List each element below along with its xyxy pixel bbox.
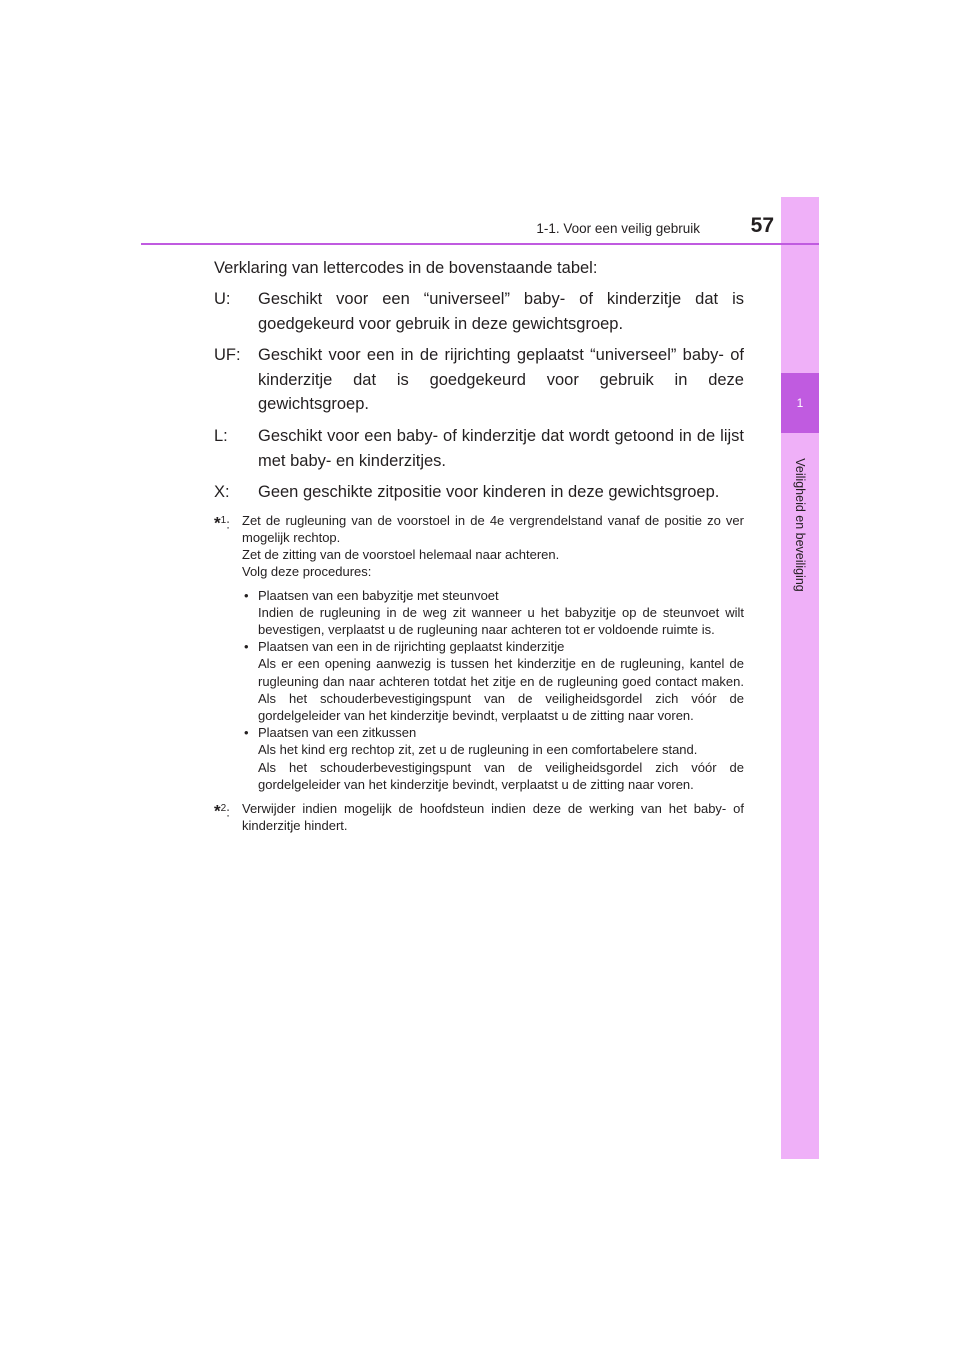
code-key: L: bbox=[214, 426, 228, 445]
footnote-star: * bbox=[214, 513, 221, 533]
footnote-marker: *$^2$: bbox=[214, 801, 230, 821]
chapter-number-tab: 1 bbox=[781, 373, 819, 433]
footnote-number: 2 bbox=[220, 803, 227, 814]
code-description: Geen geschikte zitpositie voor kinderen in deze gewichtsgroep. bbox=[258, 483, 720, 502]
page-number: 57 bbox=[750, 214, 774, 237]
code-row bbox=[214, 343, 744, 417]
footnote-body bbox=[242, 800, 744, 834]
procedure-text: Indien de rugleuning in de weg zit wanneer u het babyzitje op de steunvoet wilt bevestigen, verplaatst u de rugleuning naar achteren tot er voldoende ruimte is. bbox=[258, 604, 744, 637]
code-row bbox=[214, 480, 744, 505]
code-row bbox=[214, 424, 744, 473]
procedure-text: Als het schouderbevestigingspunt van de veiligheidsgordel zich vóór de gordelgeleider van het kinderzitje bevindt, verplaatst u de zitting naar voren. bbox=[258, 759, 744, 792]
procedure-item bbox=[242, 724, 744, 793]
procedure-title: • Plaatsen van een babyzitje met steunvoet bbox=[258, 587, 499, 603]
code-key: UF: bbox=[214, 346, 241, 365]
footnote-1 bbox=[214, 512, 744, 793]
footnote-line: Volg deze procedures: bbox=[242, 564, 372, 580]
procedure-title: • Plaatsen van een in de rijrichting geplaatst kinderzitje bbox=[258, 639, 565, 655]
procedure-item bbox=[242, 638, 744, 724]
header-section-title: 1-1. Voor een veilig gebruik bbox=[536, 221, 700, 236]
code-description: Geschikt voor een in de rijrichting geplaatst “universeel” baby- of kinderzitje dat is goedgekeurd voor gebruik in deze gewichtsgroep. bbox=[258, 346, 744, 414]
side-chapter-tab bbox=[781, 197, 819, 1159]
procedure-list bbox=[242, 587, 744, 793]
footnote-line: Zet de zitting van de voorstoel helemaal naar achteren. bbox=[242, 547, 560, 563]
intro-text: Verklaring van lettercodes in de bovenstaande tabel: bbox=[214, 259, 598, 277]
procedure-text: Als er een opening aanwezig is tussen het kinderzitje en de rugleuning, kantel de rugleuning dan naar achteren totdat het zitje en de rugleuning goed contact maken. Als het schouderbevestigingspunt van de veiligheidsgordel zich vóór de gordelgeleider van het kinderzitje bevindt, verplaatst u de zitting naar voren. bbox=[258, 656, 744, 723]
code-row bbox=[214, 287, 744, 336]
header-rule bbox=[141, 243, 819, 245]
procedure-title: • Plaatsen van een zitkussen bbox=[258, 725, 417, 741]
code-key: X: bbox=[214, 483, 230, 502]
footnote-2 bbox=[214, 800, 744, 834]
code-description: Geschikt voor een “universeel” baby- of kinderzitje dat is goedgekeurd voor gebruik in deze gewichtsgroep. bbox=[258, 290, 744, 333]
footnote-marker: *$^1$: bbox=[214, 513, 230, 533]
footnote-line: Verwijder indien mogelijk de hoofdsteun indien deze de werking van het baby- of kinderzitje hindert. bbox=[242, 801, 744, 834]
footnote-star: * bbox=[214, 801, 221, 821]
page-content bbox=[214, 256, 744, 834]
code-key: U: bbox=[214, 290, 231, 308]
code-description: Geschikt voor een baby- of kinderzitje dat wordt getoond in de lijst met baby- en kinderzitjes. bbox=[258, 426, 744, 470]
procedure-text: Als het kind erg rechtop zit, zet u de rugleuning in een comfortabelere stand. bbox=[258, 742, 698, 758]
procedure-item bbox=[242, 587, 744, 639]
footnote-body bbox=[242, 512, 744, 793]
footnote-number: 1 bbox=[220, 514, 227, 526]
footnote-line: Zet de rugleuning van de voorstoel in de 4e vergrendelstand vanaf de positie zo ver mogelijk rechtop. bbox=[242, 512, 744, 545]
chapter-title-vertical: Veiligheid en beveiliging bbox=[793, 458, 807, 592]
